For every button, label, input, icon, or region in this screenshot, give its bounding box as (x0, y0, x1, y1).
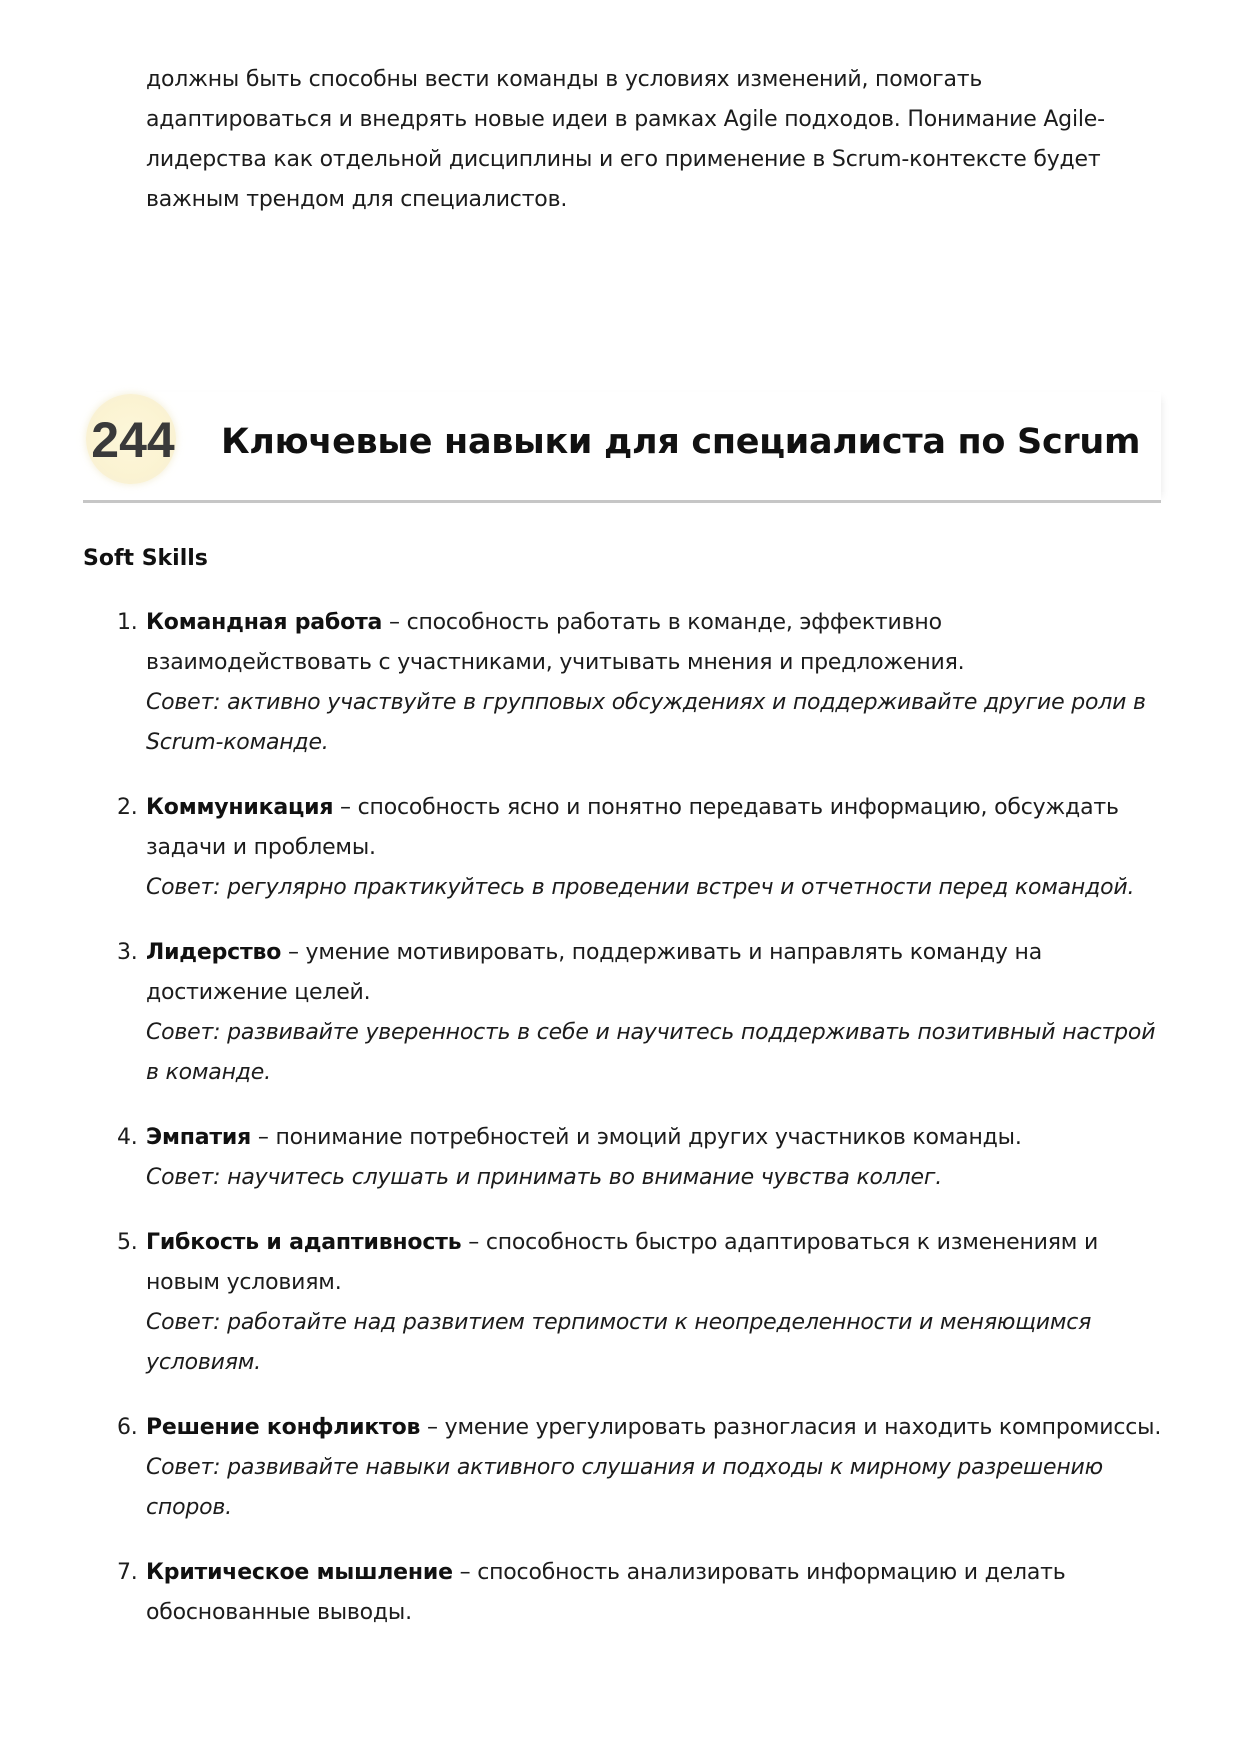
list-item (117, 1223, 1166, 1383)
list-item-number: 5. (117, 1230, 138, 1255)
soft-skills-heading: Soft Skills (83, 546, 208, 571)
section-header (83, 392, 1161, 503)
list-item-number: 6. (117, 1415, 138, 1440)
skill-description: – умение урегулировать разногласия и находить компромиссы. (420, 1415, 1162, 1440)
skill-tip: Совет: работайте над развитием терпимости к неопределенности и меняющимся условиям. (146, 1310, 1092, 1375)
skill-description: – способность быстро адаптироваться к изменениям и новым условиям. (146, 1230, 1099, 1295)
list-item (117, 933, 1166, 1093)
skill-description: – способность ясно и понятно передавать информацию, обсуждать задачи и проблемы. (146, 795, 1119, 860)
list-item (117, 1408, 1166, 1528)
soft-skills-list (117, 603, 1166, 1658)
intro-paragraph: должны быть способны вести команды в условиях изменений, помогать адаптироваться и внедрять новые идеи в рамках Agile подходов. Понимание Agile-лидерства как отдельной дисциплины и его применение в Scrum-контексте будет важным трендом для специалистов. (146, 67, 1105, 212)
skill-tip: Совет: развивайте уверенность в себе и научитесь поддерживать позитивный настрой в команде. (146, 1020, 1156, 1085)
skill-name: Решение конфликтов (146, 1415, 421, 1440)
skill-description: – способность работать в команде, эффективно взаимодействовать с участниками, учитывать мнения и предложения. (146, 610, 965, 675)
skill-name: Критическое мышление (146, 1560, 453, 1585)
skill-tip: Совет: научитесь слушать и принимать во внимание чувства коллег. (146, 1165, 943, 1190)
skill-name: Коммуникация (146, 795, 334, 820)
section-title: Ключевые навыки для специалиста по Scrum (221, 422, 1141, 462)
list-item (117, 1118, 1166, 1198)
list-item-number: 3. (117, 940, 138, 965)
skill-name: Командная работа (146, 610, 383, 635)
skill-name: Эмпатия (146, 1125, 252, 1150)
list-item-number: 1. (117, 610, 138, 635)
list-item (117, 603, 1166, 763)
list-item (117, 1553, 1166, 1633)
list-item (117, 788, 1166, 908)
list-item-number: 7. (117, 1560, 138, 1585)
section-number: 244 (91, 412, 175, 468)
skill-name: Лидерство (146, 940, 282, 965)
skill-description: – способность анализировать информацию и делать обоснованные выводы. (146, 1560, 1066, 1625)
skill-description: – понимание потребностей и эмоций других участников команды. (251, 1125, 1022, 1150)
skill-tip: Совет: развивайте навыки активного слушания и подходы к мирному разрешению споров. (146, 1455, 1103, 1520)
list-item-number: 2. (117, 795, 138, 820)
skill-tip: Совет: активно участвуйте в групповых обсуждениях и поддерживайте другие роли в Scrum-команде. (146, 690, 1146, 755)
skill-tip: Совет: регулярно практикуйтесь в проведении встреч и отчетности перед командой. (146, 875, 1135, 900)
skill-name: Гибкость и адаптивность (146, 1230, 462, 1255)
skill-description: – умение мотивировать, поддерживать и направлять команду на достижение целей. (146, 940, 1043, 1005)
intro-text-block (146, 60, 1156, 220)
list-item-number: 4. (117, 1125, 138, 1150)
